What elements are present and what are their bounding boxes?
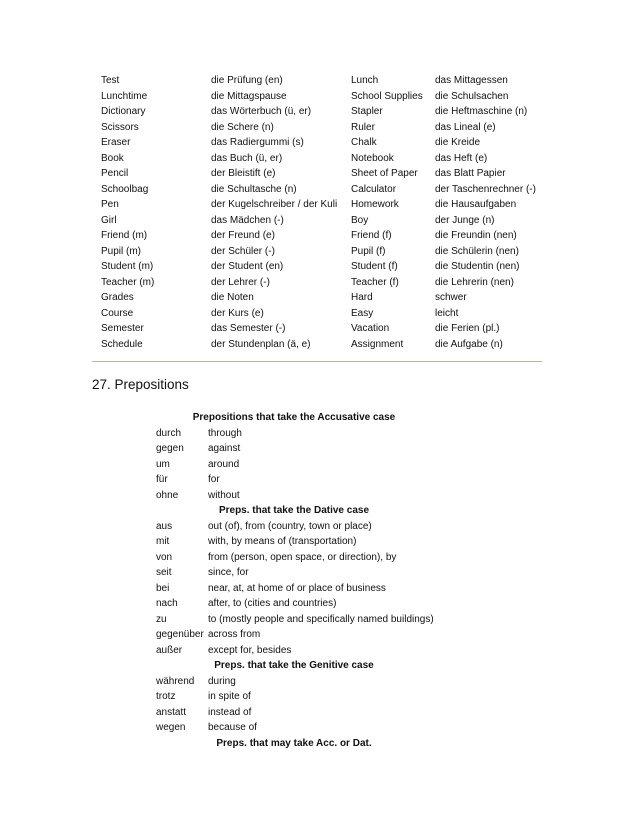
preposition-meaning: to (mostly people and specifically named buildings) [208, 613, 434, 625]
english-term: Semester [101, 323, 144, 334]
preposition-group-header: Preps. that take the Dative case [218, 505, 370, 516]
english-term: Ruler [351, 121, 375, 133]
german-term: der Taschenrechner (-) [435, 183, 536, 195]
german-term: das Wörterbuch (ü, er) [211, 106, 312, 117]
german-term: die Studentin (nen) [435, 261, 520, 272]
preposition-row [156, 674, 434, 690]
preposition-meaning: through [208, 427, 242, 439]
preposition-word: nach [156, 598, 178, 609]
vocab-row [101, 321, 545, 337]
english-term: Teacher (f) [351, 276, 399, 288]
german-term: die Schülerin (nen) [435, 245, 519, 257]
english-term: Dictionary [101, 106, 146, 117]
german-term: leicht [435, 307, 459, 319]
german-term: der Schüler (-) [211, 245, 275, 257]
english-term: Chalk [351, 137, 377, 148]
german-term: die Schere (n) [211, 121, 274, 133]
vocab-row [101, 89, 545, 105]
preposition-meaning: out (of), from (country, town or place) [208, 520, 372, 532]
preposition-word: aus [156, 520, 173, 532]
preposition-row [156, 534, 434, 550]
english-term: Book [101, 152, 124, 164]
english-term: Student (m) [101, 261, 154, 272]
preposition-word: durch [156, 427, 182, 439]
preposition-meaning: across from [208, 629, 261, 640]
german-term: die Mittagspause [211, 90, 287, 102]
german-term: das Radiergummi (s) [211, 137, 304, 148]
english-term: Test [101, 75, 120, 86]
german-term: das Lineal (e) [435, 121, 496, 133]
preposition-word: ohne [156, 489, 179, 501]
preposition-word: gegenüber [156, 629, 204, 640]
german-term: die Heftmaschine (n) [435, 106, 528, 117]
english-term: Calculator [351, 183, 397, 195]
german-term: die Noten [211, 292, 254, 303]
english-term: Boy [351, 214, 369, 226]
preposition-word: seit [156, 567, 172, 578]
preposition-word: trotz [156, 691, 176, 702]
german-term: das Mittagessen [435, 75, 508, 86]
english-term: Stapler [351, 106, 383, 117]
vocab-row [101, 213, 545, 229]
english-term: Assignment [351, 338, 404, 350]
vocab-row [101, 120, 545, 136]
german-term: die Lehrerin (nen) [435, 276, 514, 288]
german-term: die Freundin (nen) [435, 230, 517, 241]
preposition-word: wegen [156, 722, 186, 733]
preposition-word: um [156, 458, 170, 470]
preposition-row [156, 689, 434, 705]
vocab-row [101, 228, 545, 244]
english-term: Schedule [101, 338, 143, 350]
preposition-meaning: after, to (cities and countries) [208, 598, 337, 609]
vocab-row [101, 73, 545, 89]
english-term: Teacher (m) [101, 276, 155, 288]
english-term: Grades [101, 292, 134, 303]
preposition-meaning: for [208, 474, 220, 485]
preposition-meaning: since, for [208, 567, 249, 578]
german-term: die Ferien (pl.) [435, 323, 500, 334]
english-term: Friend (m) [101, 230, 148, 241]
english-term: Pupil (m) [101, 245, 142, 257]
english-term: Notebook [351, 152, 394, 164]
english-term: Sheet of Paper [351, 168, 418, 179]
english-term: Girl [101, 214, 117, 226]
preposition-row [156, 441, 434, 457]
preposition-meaning: because of [208, 722, 257, 733]
preposition-group-header: Preps. that take the Genitive case [214, 660, 374, 671]
preposition-meaning: against [208, 443, 241, 454]
preposition-meaning: instead of [208, 706, 252, 718]
german-term: das Mädchen (-) [211, 214, 284, 226]
german-term: die Prüfung (en) [211, 75, 283, 86]
preposition-row [156, 705, 434, 721]
vocab-row [101, 135, 545, 151]
english-term: Student (f) [351, 261, 398, 272]
preposition-meaning: except for, besides [208, 644, 292, 656]
preposition-word: mit [156, 536, 170, 547]
preposition-row [156, 550, 434, 566]
german-term: die Schultasche (n) [211, 183, 297, 195]
preposition-row [156, 472, 434, 488]
english-term: Schoolbag [101, 183, 149, 195]
preposition-word: von [156, 551, 173, 563]
vocab-row [101, 197, 545, 213]
preposition-meaning: around [208, 458, 240, 470]
german-term: der Student (en) [211, 261, 284, 272]
vocab-row [101, 182, 545, 198]
english-term: Course [101, 307, 134, 319]
german-term: die Schulsachen [435, 90, 509, 102]
vocab-row [101, 166, 545, 182]
german-term: die Aufgabe (n) [435, 338, 503, 350]
english-term: Homework [351, 199, 399, 210]
preposition-group-header: Preps. that may take Acc. or Dat. [216, 737, 372, 749]
preposition-word: gegen [156, 443, 184, 454]
preposition-meaning: without [208, 489, 240, 501]
german-term: die Kreide [435, 137, 481, 148]
preposition-word: anstatt [156, 706, 187, 718]
preposition-row [156, 627, 434, 643]
english-term: Vacation [351, 323, 390, 334]
english-term: Lunch [351, 75, 379, 86]
section-divider [92, 361, 542, 362]
preposition-meaning: during [208, 675, 236, 687]
english-term: Pupil (f) [351, 245, 386, 257]
german-term: der Stundenplan (ä, e) [211, 338, 311, 350]
german-term: der Freund (e) [211, 230, 275, 241]
vocab-row [101, 104, 545, 120]
english-term: Eraser [101, 137, 131, 148]
german-term: der Junge (n) [435, 214, 495, 226]
section-title: 27. Prepositions [92, 377, 189, 392]
vocab-row [101, 244, 545, 260]
vocab-row [101, 306, 545, 322]
preposition-row [156, 519, 434, 535]
english-term: Scissors [101, 121, 139, 133]
vocab-row [101, 151, 545, 167]
preposition-row [156, 457, 434, 473]
preposition-meaning: from (person, open space, or direction), by [208, 551, 397, 563]
german-term: der Bleistift (e) [211, 168, 276, 179]
preposition-row [156, 426, 434, 442]
vocabulary-table [101, 73, 545, 352]
vocab-row [101, 290, 545, 306]
preposition-meaning: near, at, at home of or place of business [208, 582, 386, 594]
preposition-word: für [156, 474, 168, 485]
preposition-row [156, 488, 434, 504]
preposition-row [156, 565, 434, 581]
preposition-meaning: in spite of [208, 691, 251, 702]
german-term: das Heft (e) [435, 152, 488, 164]
english-term: School Supplies [351, 90, 423, 102]
vocab-row [101, 275, 545, 291]
vocab-row [101, 259, 545, 275]
preposition-word: bei [156, 582, 170, 594]
preposition-row [156, 612, 434, 628]
preposition-group-header: Prepositions that take the Accusative case [192, 412, 396, 423]
prepositions-table [156, 410, 434, 751]
english-term: Pencil [101, 168, 129, 179]
english-term: Hard [351, 292, 373, 303]
preposition-word: zu [156, 613, 167, 625]
english-term: Friend (f) [351, 230, 392, 241]
german-term: das Blatt Papier [435, 168, 506, 179]
preposition-row [156, 596, 434, 612]
german-term: die Hausaufgaben [435, 199, 517, 210]
german-term: der Kugelschreiber / der Kuli [211, 199, 338, 210]
german-term: der Lehrer (-) [211, 276, 270, 288]
preposition-word: während [156, 675, 195, 687]
english-term: Lunchtime [101, 90, 148, 102]
german-term: das Buch (ü, er) [211, 152, 283, 164]
preposition-row [156, 581, 434, 597]
german-term: das Semester (-) [211, 323, 286, 334]
preposition-meaning: with, by means of (transportation) [208, 536, 357, 547]
english-term: Pen [101, 199, 119, 210]
german-term: der Kurs (e) [211, 307, 264, 319]
preposition-row [156, 720, 434, 736]
vocab-row [101, 337, 545, 353]
english-term: Easy [351, 307, 374, 319]
preposition-word: außer [156, 644, 183, 656]
preposition-row [156, 643, 434, 659]
german-term: schwer [435, 292, 467, 303]
